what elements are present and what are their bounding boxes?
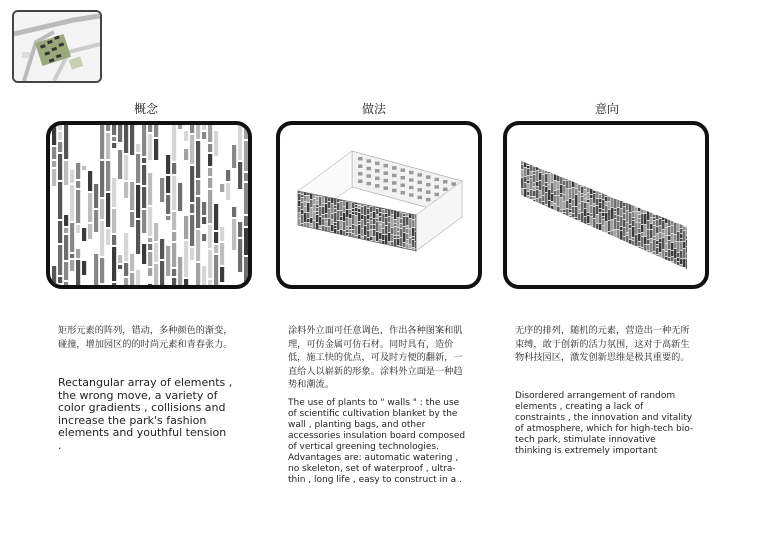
method-perspective-frame	[276, 121, 482, 289]
textured-wall-image	[507, 125, 705, 285]
rectangular-array-pattern	[50, 125, 248, 285]
column-title-intent: 意向	[594, 102, 619, 116]
concept-description-cn: 矩形元素的阵列，错动，多种颜色的渐变，碰撞，增加园区的的时尚元素和青春张力。	[58, 325, 233, 350]
method-description-en: The use of plants to " walls " : the use of scientific cultivation blanket by the wall , planting bags, and other accessories insulation board composed of vertical greening technologies. Advantages are: automatic watering , no skeleton, set of waterproof , ultra-thin , long life , easy to construct in a .	[288, 398, 466, 485]
column-title-method: 做法	[361, 102, 386, 116]
facade-box-perspective	[280, 125, 478, 285]
intent-wall-frame	[503, 121, 709, 289]
concept-pattern-frame	[46, 121, 252, 289]
concept-description-en: Rectangular array of elements , the wrong move, a variety of color gradients , collisions and increase the park's fashion elements and youthful tension	[58, 376, 233, 439]
key-map-thumbnail	[12, 10, 102, 83]
column-title-concept: 概念	[133, 102, 158, 116]
intent-description-cn: 无序的排列，随机的元素，营造出一种无所束缚，敢于创新的活力氛围，这对于高新生物科技园区，激发创新思维是极其重要的。	[515, 325, 690, 363]
site-plan-image	[14, 12, 100, 81]
method-description-cn: 涂料外立面可任意调色，作出各种图案和肌理，可仿金属可仿石材。同时具有，造价低，施工快的优点，可及时方便的翻新，一直给人以崭新的形象。涂料外立面是一种趋势和潮流。	[288, 325, 463, 390]
concept-description-tail: .	[58, 439, 62, 452]
intent-description-en: Disordered arrangement of random elements , creating a lack of constraints , the innovation and vitality of atmosphere, which for high-tech bio- tech park, stimulate innovative thinking is extremely important	[515, 391, 694, 456]
